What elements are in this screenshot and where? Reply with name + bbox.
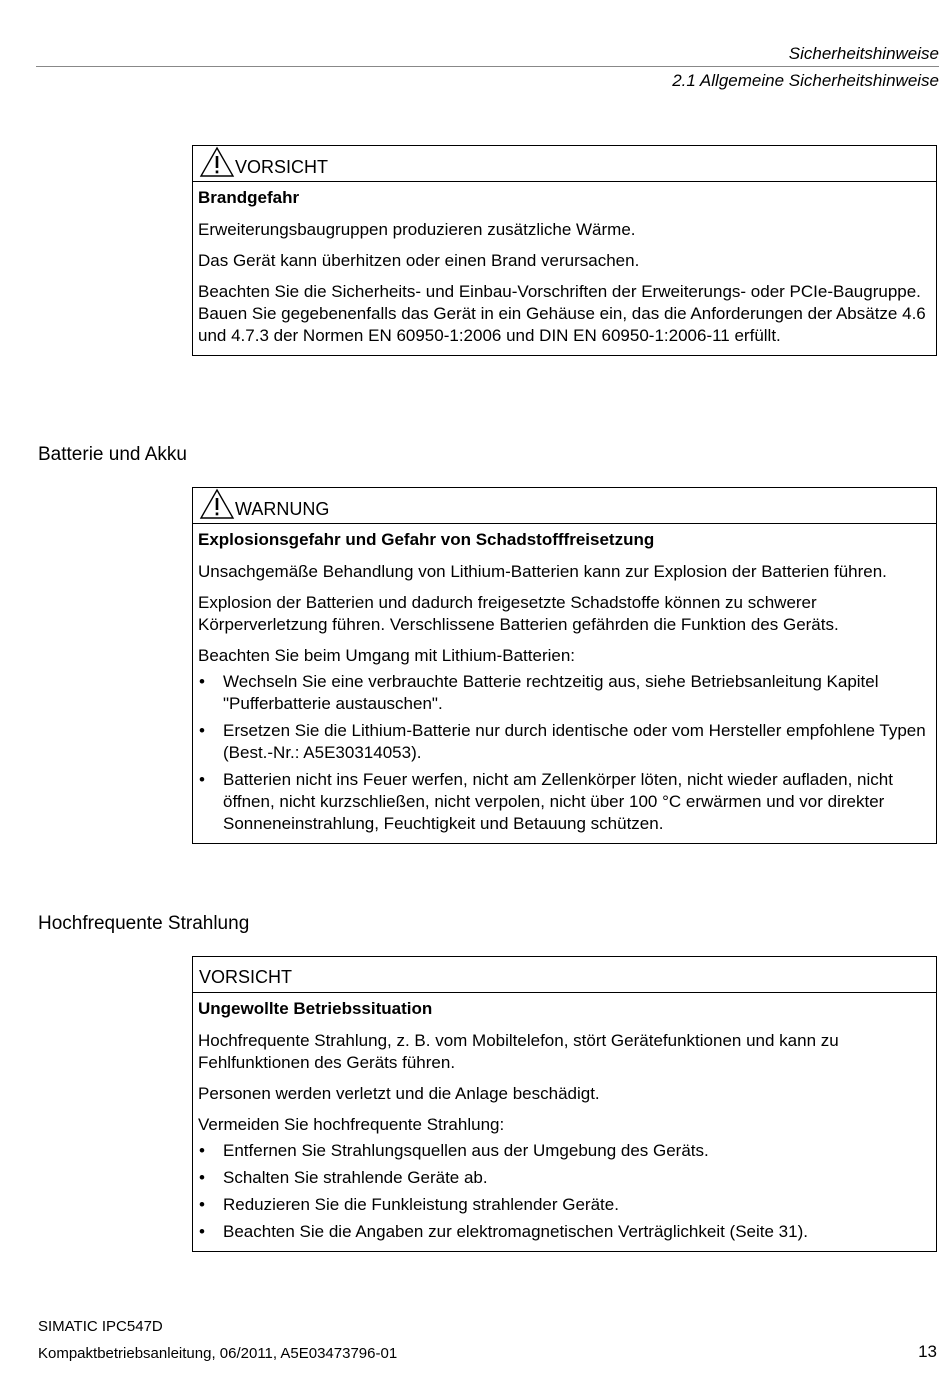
- paragraph: Explosion der Batterien und dadurch freigesetzte Schadstoffe können zu schwerer Körperverletzung führen. Verschlissene Batterien gefährden die Funktion des Geräts.: [198, 593, 839, 634]
- page-number: 13: [918, 1342, 937, 1361]
- list-item: • Batterien nicht ins Feuer werfen, nicht am Zellenkörper löten, nicht wieder aufladen, nicht öffnen, nicht kurzschließen, nicht verpolen, nicht über 100 °C erwärmen und vor direkter Sonneneinstrahlung, Feuchtigkeit und Betauung schützen.: [198, 769, 930, 835]
- paragraph: Beachten Sie beim Umgang mit Lithium-Batterien:: [198, 646, 576, 665]
- footer-document-id: Kompaktbetriebsanleitung, 06/2011, A5E03473796-01: [38, 1345, 398, 1362]
- signal-word: VORSICHT: [235, 157, 329, 177]
- caution-box-fire: [192, 145, 937, 356]
- footer-product: SIMATIC IPC547D: [38, 1318, 163, 1335]
- list-item: • Wechseln Sie eine verbrauchte Batterie rechtzeitig aus, siehe Betriebsanleitung Kapitel "Pufferbatterie austauschen".: [198, 671, 930, 715]
- signal-word: VORSICHT: [199, 967, 293, 987]
- warning-box-header: [193, 488, 936, 524]
- section-heading-radiation: Hochfrequente Strahlung: [38, 913, 250, 934]
- list-item: • Schalten Sie strahlende Geräte ab.: [198, 1167, 930, 1189]
- paragraph: Vermeiden Sie hochfrequente Strahlung:: [198, 1115, 505, 1134]
- warning-box-battery: [192, 487, 937, 844]
- hazard-subject: Brandgefahr: [198, 188, 300, 207]
- paragraph: Unsachgemäße Behandlung von Lithium-Batterien kann zur Explosion der Batterien führen.: [198, 562, 887, 581]
- header-rule: [36, 66, 939, 67]
- caution-box-header: [193, 146, 936, 182]
- paragraph: Das Gerät kann überhitzen oder einen Brand verursachen.: [198, 251, 640, 270]
- list-item: • Ersetzen Sie die Lithium-Batterie nur durch identische oder vom Hersteller empfohlene Typen (Best.-Nr.: A5E30314053).: [198, 720, 930, 764]
- signal-word: WARNUNG: [235, 499, 330, 519]
- paragraph: Hochfrequente Strahlung, z. B. vom Mobiltelefon, stört Gerätefunktionen und kann zu Fehlfunktionen des Geräts führen.: [198, 1031, 839, 1072]
- warning-triangle-icon: [199, 146, 235, 178]
- section-heading-battery: Batterie und Akku: [38, 444, 187, 465]
- running-header-title: Sicherheitshinweise: [788, 44, 939, 63]
- bullet-list: [198, 1140, 930, 1243]
- list-item: • Entfernen Sie Strahlungsquellen aus der Umgebung des Geräts.: [198, 1140, 930, 1162]
- running-header-subtitle: 2.1 Allgemeine Sicherheitshinweise: [672, 71, 939, 90]
- paragraph: Personen werden verletzt und die Anlage beschädigt.: [198, 1084, 600, 1103]
- caution-box-radiation: [192, 956, 937, 1252]
- hazard-subject: Explosionsgefahr und Gefahr von Schadstofffreisetzung: [198, 530, 655, 549]
- bullet-list: [198, 671, 930, 835]
- caution-box-header: [193, 957, 936, 993]
- hazard-subject: Ungewollte Betriebssituation: [198, 999, 433, 1018]
- paragraph: Beachten Sie die Sicherheits- und Einbau-Vorschriften der Erweiterungs- oder PCIe-Baugruppe. Bauen Sie gegebenenfalls das Gerät in ein Gehäuse ein, das die Anforderungen der Absätze 4.6 und 4.7.3 der Normen EN 60950-1:2006 und DIN EN 60950-1:2006-11 erfüllt.: [198, 282, 926, 345]
- list-item: • Beachten Sie die Angaben zur elektromagnetischen Verträglichkeit (Seite 31).: [198, 1221, 930, 1243]
- warning-triangle-icon: [199, 488, 235, 520]
- paragraph: Erweiterungsbaugruppen produzieren zusätzliche Wärme.: [198, 220, 636, 239]
- list-item: • Reduzieren Sie die Funkleistung strahlender Geräte.: [198, 1194, 930, 1216]
